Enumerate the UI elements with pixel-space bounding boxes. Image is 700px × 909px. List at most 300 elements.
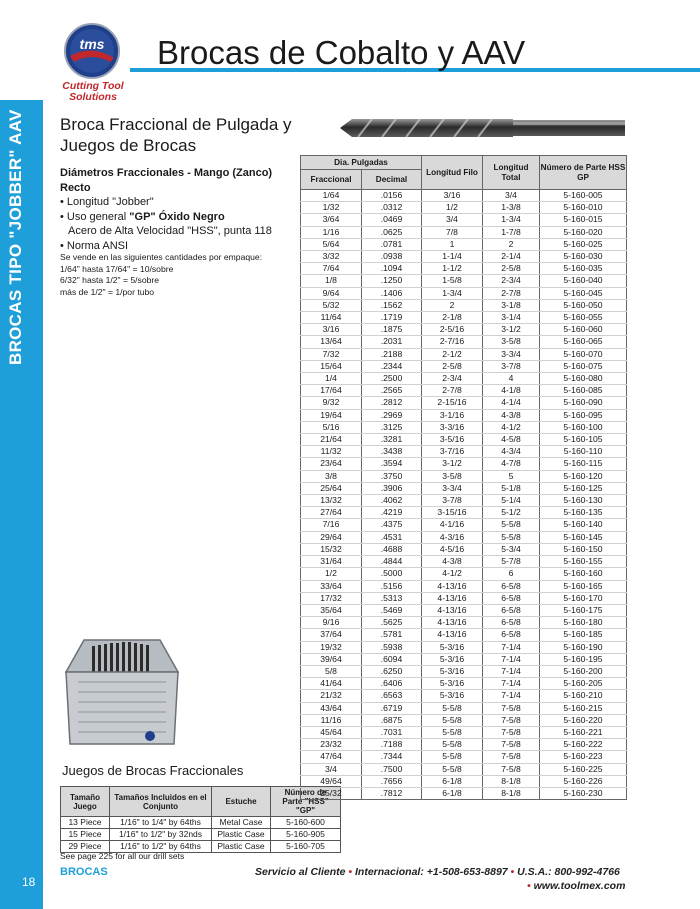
- cell-fraction: 1/2: [301, 568, 362, 580]
- cell-decimal: .4219: [362, 507, 422, 519]
- cell-total-length: 7-5/8: [483, 714, 540, 726]
- cell-decimal: .7656: [362, 775, 422, 787]
- feature-ansi: Norma ANSI: [66, 239, 129, 252]
- table-row: [301, 604, 627, 616]
- cell-part-number: 5-160-030: [540, 251, 627, 263]
- cell-set-size: 29 Piece: [61, 841, 110, 853]
- table-row: [301, 543, 627, 555]
- cell-total-length: 7-1/4: [483, 653, 540, 665]
- main-group-header: Dia. Pulgadas: [301, 156, 422, 170]
- cell-total-length: 4-1/2: [483, 421, 540, 433]
- table-row: [301, 251, 627, 263]
- cell-fraction: 11/64: [301, 312, 362, 324]
- footer-website[interactable]: [527, 880, 625, 892]
- cell-fraction: 1/4: [301, 373, 362, 385]
- table-row: [301, 568, 627, 580]
- cell-decimal: .7188: [362, 739, 422, 751]
- cell-fraction: 23/64: [301, 458, 362, 470]
- cell-flute-length: 4-1/16: [422, 519, 483, 531]
- cell-part-number: 5-160-130: [540, 495, 627, 507]
- qty-line: 6/32" hasta 1/2" = 5/sobre: [60, 275, 160, 285]
- table-row: [301, 299, 627, 311]
- cell-fraction: 11/32: [301, 446, 362, 458]
- cell-fraction: 1/64: [301, 190, 362, 202]
- table-row: [301, 263, 627, 275]
- table-row: [301, 641, 627, 653]
- cell-decimal: .2031: [362, 336, 422, 348]
- cell-part-number: 5-160-230: [540, 787, 627, 799]
- cell-flute-length: 5-3/16: [422, 678, 483, 690]
- cell-flute-length: 1-5/8: [422, 275, 483, 287]
- cell-fraction: 43/64: [301, 702, 362, 714]
- cell-decimal: .3750: [362, 470, 422, 482]
- cell-total-length: 2-7/8: [483, 287, 540, 299]
- cell-fraction: 29/64: [301, 531, 362, 543]
- table-row: [301, 617, 627, 629]
- cell-flute-length: 4-13/16: [422, 592, 483, 604]
- sets-col-size: Tamaño Juego: [61, 787, 110, 817]
- cell-part-number: 5-160-050: [540, 299, 627, 311]
- cell-part-number: 5-160-205: [540, 678, 627, 690]
- cell-total-length: 3-1/2: [483, 324, 540, 336]
- cell-decimal: .1094: [362, 263, 422, 275]
- table-row: [301, 385, 627, 397]
- cell-flute-length: 4-13/16: [422, 617, 483, 629]
- cell-total-length: 5: [483, 470, 540, 482]
- cell-part-number: 5-160-005: [540, 190, 627, 202]
- cell-total-length: 7-5/8: [483, 726, 540, 738]
- cell-fraction: 1/16: [301, 226, 362, 238]
- cell-decimal: .2812: [362, 397, 422, 409]
- cell-flute-length: 6-1/8: [422, 787, 483, 799]
- cell-decimal: .5625: [362, 617, 422, 629]
- cell-flute-length: 2-15/16: [422, 397, 483, 409]
- cell-fraction: 15/32: [301, 543, 362, 555]
- cell-part-number: 5-160-100: [540, 421, 627, 433]
- footer-international: Internacional: +1-508-653-8897: [355, 866, 508, 878]
- cell-part-number: 5-160-145: [540, 531, 627, 543]
- cell-flute-length: 2-7/8: [422, 385, 483, 397]
- cell-fraction: 3/8: [301, 470, 362, 482]
- cell-decimal: .1406: [362, 287, 422, 299]
- table-row: [301, 763, 627, 775]
- cell-part-number: 5-160-155: [540, 556, 627, 568]
- table-row: [301, 507, 627, 519]
- logo-tagline: [58, 81, 128, 103]
- cell-fraction: 13/64: [301, 336, 362, 348]
- cell-fraction: 5/32: [301, 299, 362, 311]
- cell-flute-length: 5-3/16: [422, 641, 483, 653]
- table-row: [301, 726, 627, 738]
- cell-total-length: 6-5/8: [483, 604, 540, 616]
- cell-total-length: 2-3/4: [483, 275, 540, 287]
- cell-flute-length: 3-3/16: [422, 421, 483, 433]
- cell-fraction: 19/64: [301, 409, 362, 421]
- feature-jobber: Longitud "Jobber": [66, 196, 154, 208]
- footer-service: Servicio al Cliente: [255, 866, 346, 878]
- cell-decimal: .2344: [362, 360, 422, 372]
- main-col-total: Longitud Total: [483, 156, 540, 190]
- cell-part-number: 5-160-085: [540, 385, 627, 397]
- cell-flute-length: 2-5/16: [422, 324, 483, 336]
- table-row: [301, 287, 627, 299]
- cell-part-number: 5-160-600: [271, 817, 341, 829]
- table-row: [301, 409, 627, 421]
- cell-part-number: 5-160-080: [540, 373, 627, 385]
- cell-part-number: 5-160-140: [540, 519, 627, 531]
- feature-item: • Norma ANSI: [60, 239, 129, 252]
- cell-total-length: 1-3/8: [483, 202, 540, 214]
- cell-decimal: .3125: [362, 421, 422, 433]
- cell-part-number: 5-160-210: [540, 690, 627, 702]
- table-row: [301, 421, 627, 433]
- cell-total-length: 7-1/4: [483, 641, 540, 653]
- cell-part-number: 5-160-060: [540, 324, 627, 336]
- cell-decimal: .2188: [362, 348, 422, 360]
- cell-part-number: 5-160-221: [540, 726, 627, 738]
- cell-part-number: 5-160-215: [540, 702, 627, 714]
- logo-tagline-line1: Cutting Tool: [62, 80, 124, 92]
- table-row: [301, 190, 627, 202]
- cell-fraction: 31/64: [301, 556, 362, 568]
- cell-flute-length: 1-3/4: [422, 287, 483, 299]
- drill-set-case-image: [62, 632, 182, 750]
- cell-decimal: .0938: [362, 251, 422, 263]
- cell-decimal: .6875: [362, 714, 422, 726]
- qty-line: Se vende en las siguientes cantidades por empaque:: [60, 252, 263, 262]
- cell-total-length: 3-5/8: [483, 336, 540, 348]
- cell-part-number: 5-160-125: [540, 482, 627, 494]
- feature-gp-prefix: Uso general: [66, 210, 130, 223]
- page-number: 18: [22, 875, 36, 889]
- cell-fraction: 13/32: [301, 495, 362, 507]
- cell-fraction: 9/16: [301, 617, 362, 629]
- footer-bullet: •: [348, 866, 353, 878]
- table-row: [301, 531, 627, 543]
- main-col-dec: Decimal: [362, 170, 422, 190]
- table-row: [301, 678, 627, 690]
- footer-bullet: •: [510, 866, 515, 878]
- cell-fraction: 19/32: [301, 641, 362, 653]
- logo-brand-text: tms: [79, 36, 105, 52]
- qty-line: más de 1/2" = 1/por tubo: [60, 286, 155, 297]
- table-row: [301, 482, 627, 494]
- cell-total-length: 4-3/8: [483, 409, 540, 421]
- cell-decimal: .7031: [362, 726, 422, 738]
- features-heading: Diámetros Fraccionales - Mango (Zanco) Recto: [60, 167, 273, 194]
- cell-decimal: .4844: [362, 556, 422, 568]
- cell-part-number: 5-160-223: [540, 751, 627, 763]
- cell-fraction: 49/64: [301, 775, 362, 787]
- cell-total-length: 7-5/8: [483, 751, 540, 763]
- cell-fraction: 37/64: [301, 629, 362, 641]
- footer-section: BROCAS: [60, 866, 108, 878]
- cell-fraction: 5/64: [301, 238, 362, 250]
- cell-part-number: 5-160-095: [540, 409, 627, 421]
- footer-bullet: •: [527, 880, 531, 892]
- cell-decimal: .6563: [362, 690, 422, 702]
- footer-web-link[interactable]: www.toolmex.com: [533, 880, 626, 892]
- cell-case: Plastic Case: [212, 841, 271, 853]
- cell-fraction: 27/64: [301, 507, 362, 519]
- sets-col-sizes: Tamaños Incluidos en el Conjunto: [110, 787, 212, 817]
- table-row: [301, 446, 627, 458]
- cell-part-number: 5-160-105: [540, 434, 627, 446]
- cell-flute-length: 3-7/16: [422, 446, 483, 458]
- cell-part-number: 5-160-195: [540, 653, 627, 665]
- cell-part-number: 5-160-025: [540, 238, 627, 250]
- cell-part-number: 5-160-190: [540, 641, 627, 653]
- cell-decimal: .6719: [362, 702, 422, 714]
- cell-total-length: 3-7/8: [483, 360, 540, 372]
- cell-total-length: 6-5/8: [483, 617, 540, 629]
- cell-decimal: .3281: [362, 434, 422, 446]
- cell-part-number: 5-160-055: [540, 312, 627, 324]
- cell-total-length: 7-5/8: [483, 739, 540, 751]
- see-page-note: See page 225 for all our drill sets: [60, 851, 185, 861]
- cell-flute-length: 3/4: [422, 214, 483, 226]
- cell-total-length: 5-1/8: [483, 482, 540, 494]
- logo-tagline-line2: Solutions: [69, 91, 117, 103]
- table-row: [301, 360, 627, 372]
- table-row: [301, 787, 627, 799]
- table-row: [301, 238, 627, 250]
- table-row: [301, 226, 627, 238]
- cell-flute-length: 5-5/8: [422, 751, 483, 763]
- cell-flute-length: 2-7/16: [422, 336, 483, 348]
- table-row: [301, 592, 627, 604]
- cell-decimal: .0469: [362, 214, 422, 226]
- cell-total-length: 1-3/4: [483, 214, 540, 226]
- cell-flute-length: 3/16: [422, 190, 483, 202]
- cell-fraction: 25/32: [301, 787, 362, 799]
- cell-decimal: .2969: [362, 409, 422, 421]
- main-col-flute: Longitud Filo: [422, 156, 483, 190]
- cell-total-length: 4-1/8: [483, 385, 540, 397]
- cell-flute-length: 2-1/8: [422, 312, 483, 324]
- cell-flute-length: 1/2: [422, 202, 483, 214]
- cell-flute-length: 2: [422, 299, 483, 311]
- cell-decimal: .5938: [362, 641, 422, 653]
- table-row: [301, 775, 627, 787]
- cell-part-number: 5-160-165: [540, 580, 627, 592]
- cell-flute-length: 5-3/16: [422, 665, 483, 677]
- table-row: [301, 214, 627, 226]
- cell-total-length: 8-1/8: [483, 775, 540, 787]
- sets-table-body: [61, 817, 341, 853]
- cell-flute-length: 3-7/8: [422, 495, 483, 507]
- cell-part-number: 5-160-090: [540, 397, 627, 409]
- table-row: [301, 665, 627, 677]
- cell-flute-length: 4-3/16: [422, 531, 483, 543]
- cell-fraction: 1/32: [301, 202, 362, 214]
- table-row: [301, 458, 627, 470]
- cell-set-size: 15 Piece: [61, 829, 110, 841]
- cell-part-number: 5-160-040: [540, 275, 627, 287]
- cell-fraction: 33/64: [301, 580, 362, 592]
- cell-fraction: 7/32: [301, 348, 362, 360]
- feature-item: • Longitud "Jobber": [60, 196, 154, 208]
- sets-header-row: [61, 787, 341, 817]
- cell-set-size: 13 Piece: [61, 817, 110, 829]
- cell-total-length: 6: [483, 568, 540, 580]
- table-row: [301, 556, 627, 568]
- cell-part-number: 5-160-115: [540, 458, 627, 470]
- cell-fraction: 41/64: [301, 678, 362, 690]
- cell-total-length: 7-5/8: [483, 702, 540, 714]
- cell-fraction: 3/64: [301, 214, 362, 226]
- feature-gp-bold: "GP" Óxido Negro: [129, 210, 225, 223]
- cell-flute-length: 6-1/8: [422, 775, 483, 787]
- table-row: [301, 690, 627, 702]
- cell-part-number: 5-160-045: [540, 287, 627, 299]
- cell-included-sizes: 1/16" to 1/4" by 64ths: [110, 817, 212, 829]
- cell-decimal: .4688: [362, 543, 422, 555]
- table-row: [61, 817, 341, 829]
- cell-flute-length: 4-5/16: [422, 543, 483, 555]
- cell-fraction: 47/64: [301, 751, 362, 763]
- feature-list: [60, 166, 300, 253]
- cell-flute-length: 5-5/8: [422, 702, 483, 714]
- cell-total-length: 8-1/8: [483, 787, 540, 799]
- cell-decimal: .5000: [362, 568, 422, 580]
- footer-usa: U.S.A.: 800-992-4766: [517, 866, 620, 878]
- sets-col-case: Estuche: [212, 787, 271, 817]
- cell-decimal: .5469: [362, 604, 422, 616]
- quantity-note: [60, 252, 295, 298]
- cell-decimal: .2565: [362, 385, 422, 397]
- cell-total-length: 5-5/8: [483, 519, 540, 531]
- table-row: [301, 397, 627, 409]
- table-row: [301, 470, 627, 482]
- cell-part-number: 5-160-175: [540, 604, 627, 616]
- cell-case: Metal Case: [212, 817, 271, 829]
- cell-total-length: 7-5/8: [483, 763, 540, 775]
- cell-part-number: 5-160-120: [540, 470, 627, 482]
- cell-fraction: 23/32: [301, 739, 362, 751]
- cell-fraction: 7/64: [301, 263, 362, 275]
- cell-part-number: 5-160-020: [540, 226, 627, 238]
- cell-decimal: .6250: [362, 665, 422, 677]
- table-row: [301, 495, 627, 507]
- cell-decimal: .4531: [362, 531, 422, 543]
- cell-part-number: 5-160-226: [540, 775, 627, 787]
- cell-total-length: 5-3/4: [483, 543, 540, 555]
- cell-total-length: 2-1/4: [483, 251, 540, 263]
- cell-fraction: 11/16: [301, 714, 362, 726]
- cell-decimal: .7500: [362, 763, 422, 775]
- cell-part-number: 5-160-075: [540, 360, 627, 372]
- cell-fraction: 39/64: [301, 653, 362, 665]
- cell-fraction: 25/64: [301, 482, 362, 494]
- drill-bit-image: [338, 113, 628, 143]
- cell-flute-length: 3-3/4: [422, 482, 483, 494]
- table-row: [301, 702, 627, 714]
- cell-part-number: 5-160-135: [540, 507, 627, 519]
- sidebar-category-label: BROCAS TIPO "JOBBER" AAV: [6, 109, 25, 365]
- cell-decimal: .6094: [362, 653, 422, 665]
- cell-part-number: 5-160-150: [540, 543, 627, 555]
- cell-decimal: .5156: [362, 580, 422, 592]
- cell-fraction: 45/64: [301, 726, 362, 738]
- cell-part-number: 5-160-180: [540, 617, 627, 629]
- cell-fraction: 21/32: [301, 690, 362, 702]
- main-header-row-1: [301, 156, 627, 170]
- cell-decimal: .6406: [362, 678, 422, 690]
- cell-flute-length: 2-3/4: [422, 373, 483, 385]
- cell-part-number: 5-160-225: [540, 763, 627, 775]
- table-row: [301, 519, 627, 531]
- table-row: [301, 739, 627, 751]
- table-row: [301, 202, 627, 214]
- cell-fraction: 5/16: [301, 421, 362, 433]
- cell-total-length: 3-1/4: [483, 312, 540, 324]
- cell-decimal: .1719: [362, 312, 422, 324]
- cell-flute-length: 1: [422, 238, 483, 250]
- cell-total-length: 4-7/8: [483, 458, 540, 470]
- cell-flute-length: 1-1/2: [422, 263, 483, 275]
- cell-fraction: 3/4: [301, 763, 362, 775]
- cell-decimal: .7344: [362, 751, 422, 763]
- cell-total-length: 5-1/4: [483, 495, 540, 507]
- cell-part-number: 5-160-160: [540, 568, 627, 580]
- feature-item: • Uso general "GP" Óxido Negro: [60, 210, 225, 223]
- cell-part-number: 5-160-110: [540, 446, 627, 458]
- feature-hss: Acero de Alta Velocidad "HSS", punta 118: [68, 225, 272, 237]
- cell-decimal: .1250: [362, 275, 422, 287]
- cell-flute-length: 4-13/16: [422, 580, 483, 592]
- sets-section-title: Juegos de Brocas Fraccionales: [62, 763, 244, 778]
- cell-part-number: 5-160-010: [540, 202, 627, 214]
- cell-decimal: .5313: [362, 592, 422, 604]
- cell-decimal: .0156: [362, 190, 422, 202]
- cell-flute-length: 3-1/16: [422, 409, 483, 421]
- cell-decimal: .0312: [362, 202, 422, 214]
- cell-total-length: 7-1/4: [483, 690, 540, 702]
- cell-decimal: .2500: [362, 373, 422, 385]
- cell-total-length: 6-5/8: [483, 580, 540, 592]
- page-title: Brocas de Cobalto y AAV: [157, 34, 526, 71]
- cell-total-length: 1-7/8: [483, 226, 540, 238]
- cell-flute-length: 4-13/16: [422, 629, 483, 641]
- table-row: [61, 829, 341, 841]
- cell-flute-length: 3-5/16: [422, 434, 483, 446]
- cell-part-number: 5-160-065: [540, 336, 627, 348]
- cell-decimal: .0781: [362, 238, 422, 250]
- cell-flute-length: 5-3/16: [422, 653, 483, 665]
- cell-total-length: 6-5/8: [483, 629, 540, 641]
- table-row: [301, 629, 627, 641]
- product-subtitle: Broca Fraccional de Pulgada y Juegos de Brocas: [60, 115, 292, 155]
- cell-flute-length: 5-5/8: [422, 714, 483, 726]
- cell-total-length: 4-1/4: [483, 397, 540, 409]
- fractional-drill-table: [300, 155, 627, 800]
- cell-included-sizes: 1/16" to 1/2" by 64ths: [110, 841, 212, 853]
- cell-part-number: 5-160-185: [540, 629, 627, 641]
- cell-total-length: 4-3/4: [483, 446, 540, 458]
- main-table-body: [301, 190, 627, 800]
- cell-total-length: 7-1/4: [483, 678, 540, 690]
- cell-case: Plastic Case: [212, 829, 271, 841]
- cell-total-length: 5-5/8: [483, 531, 540, 543]
- main-col-part: Número de Parte HSS GP: [540, 156, 627, 190]
- cell-flute-length: 3-1/2: [422, 458, 483, 470]
- cell-flute-length: 2-1/2: [422, 348, 483, 360]
- cell-part-number: 5-160-222: [540, 739, 627, 751]
- cell-part-number: 5-160-035: [540, 263, 627, 275]
- cell-flute-length: 3-5/8: [422, 470, 483, 482]
- cell-part-number: 5-160-705: [271, 841, 341, 853]
